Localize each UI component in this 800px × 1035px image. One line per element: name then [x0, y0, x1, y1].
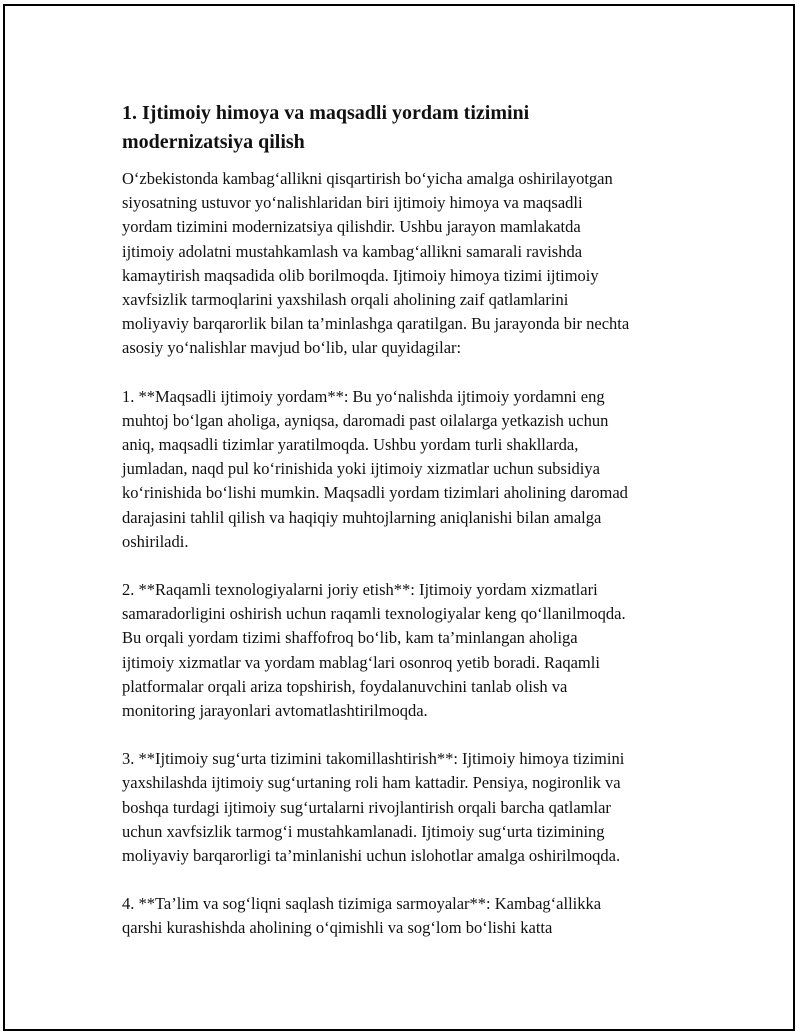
list-item-targeted-assistance — [122, 385, 702, 554]
text-line: ijtimoiy xizmatlar va yordam mablag‘lari osonroq yetib boradi. Raqamli — [122, 652, 600, 672]
text-line: kamaytirish maqsadida olib borilmoqda. Ijtimoiy himoya tizimi ijtimoiy — [122, 265, 599, 285]
text-line: qarshi kurashishda aholining o‘qimishli va sog‘lom bo‘lishi katta — [122, 918, 553, 938]
text-line: 3. **Ijtimoiy sug‘urta tizimini takomillashtirish**: Ijtimoiy himoya tizimini — [122, 749, 625, 769]
text-line: Bu orqali yordam tizimi shaffofroq bo‘lib, kam ta’minlangan aholiga — [122, 628, 578, 648]
text-line: monitoring jarayonlari avtomatlashtirilmoqda. — [122, 701, 428, 721]
text-line: 1. **Maqsadli ijtimoiy yordam**: Bu yo‘nalishda ijtimoiy yordamni eng — [122, 386, 605, 406]
text-line: xavfsizlik tarmoqlarini yaxshilash orqali aholining zaif qatlamlarini — [122, 290, 569, 310]
text-line: aniq, maqsadli tizimlar yaratilmoqda. Ushbu yordam turli shakllarda, — [122, 435, 579, 455]
text-line: moliyaviy barqarorligi ta’minlanishi uchun islohotlar amalga oshirilmoqda. — [122, 846, 621, 866]
document-body — [122, 99, 702, 941]
text-line: uchun xavfsizlik tarmog‘i mustahkamlanadi. Ijtimoiy sug‘urta tizimining — [122, 821, 605, 841]
text-line: samaradorligini oshirish uchun raqamli texnologiyalar keng qo‘llanilmoqda. — [122, 604, 626, 624]
page-frame — [3, 4, 795, 1031]
list-item-education-health — [122, 892, 702, 940]
text-line: moliyaviy barqarorlik bilan ta’minlashga qaratilgan. Bu jarayonda bir nechta — [122, 314, 630, 334]
text-line: siyosatning ustuvor yo‘nalishlaridan biri ijtimoiy himoya va maqsadli — [122, 193, 583, 213]
text-line: ko‘rinishida bo‘lishi mumkin. Maqsadli yordam tizimlari aholining daromad — [122, 483, 628, 503]
text-line: yaxshilashda ijtimoiy sug‘urtaning roli ham kattadir. Pensiya, nogironlik va — [122, 773, 621, 793]
title-line: modernizatsiya qilish — [122, 131, 305, 153]
text-line: darajasini tahlil qilish va haqiqiy muhtojlarning aniqlanishi bilan amalga — [122, 507, 602, 527]
text-line: 2. **Raqamli texnologiyalarni joriy etish**: Ijtimoiy yordam xizmatlari — [122, 580, 598, 600]
text-line: oshiriladi. — [122, 531, 189, 551]
text-line: asosiy yo‘nalishlar mavjud bo‘lib, ular quyidagilar: — [122, 338, 462, 358]
text-line: O‘zbekistonda kambag‘allikni qisqartirish bo‘yicha amalga oshirilayotgan — [122, 169, 613, 188]
title-line: 1. Ijtimoiy himoya va maqsadli yordam tizimini — [122, 102, 530, 124]
section-title — [122, 99, 702, 157]
intro-paragraph — [122, 167, 702, 361]
list-item-digital-technologies — [122, 578, 702, 723]
text-line: ijtimoiy adolatni mustahkamlash va kambag‘allikni samarali ravishda — [122, 241, 583, 261]
text-line: platformalar orqali ariza topshirish, foydalanuvchini tanlab olish va — [122, 676, 568, 696]
text-line: yordam tizimini modernizatsiya qilishdir. Ushbu jarayon mamlakatda — [122, 217, 581, 237]
text-line: 4. **Ta’lim va sog‘liqni saqlash tizimiga sarmoyalar**: Kambag‘allikka — [122, 894, 602, 914]
text-line: jumladan, naqd pul ko‘rinishida yoki ijtimoiy xizmatlar uchun subsidiya — [122, 459, 600, 479]
list-item-social-insurance — [122, 747, 702, 868]
text-line: boshqa turdagi ijtimoiy sug‘urtalarni rivojlantirish orqali barcha qatlamlar — [122, 797, 611, 817]
text-line: muhtoj bo‘lgan aholiga, ayniqsa, daromadi past oilalarga yetkazish uchun — [122, 410, 609, 430]
